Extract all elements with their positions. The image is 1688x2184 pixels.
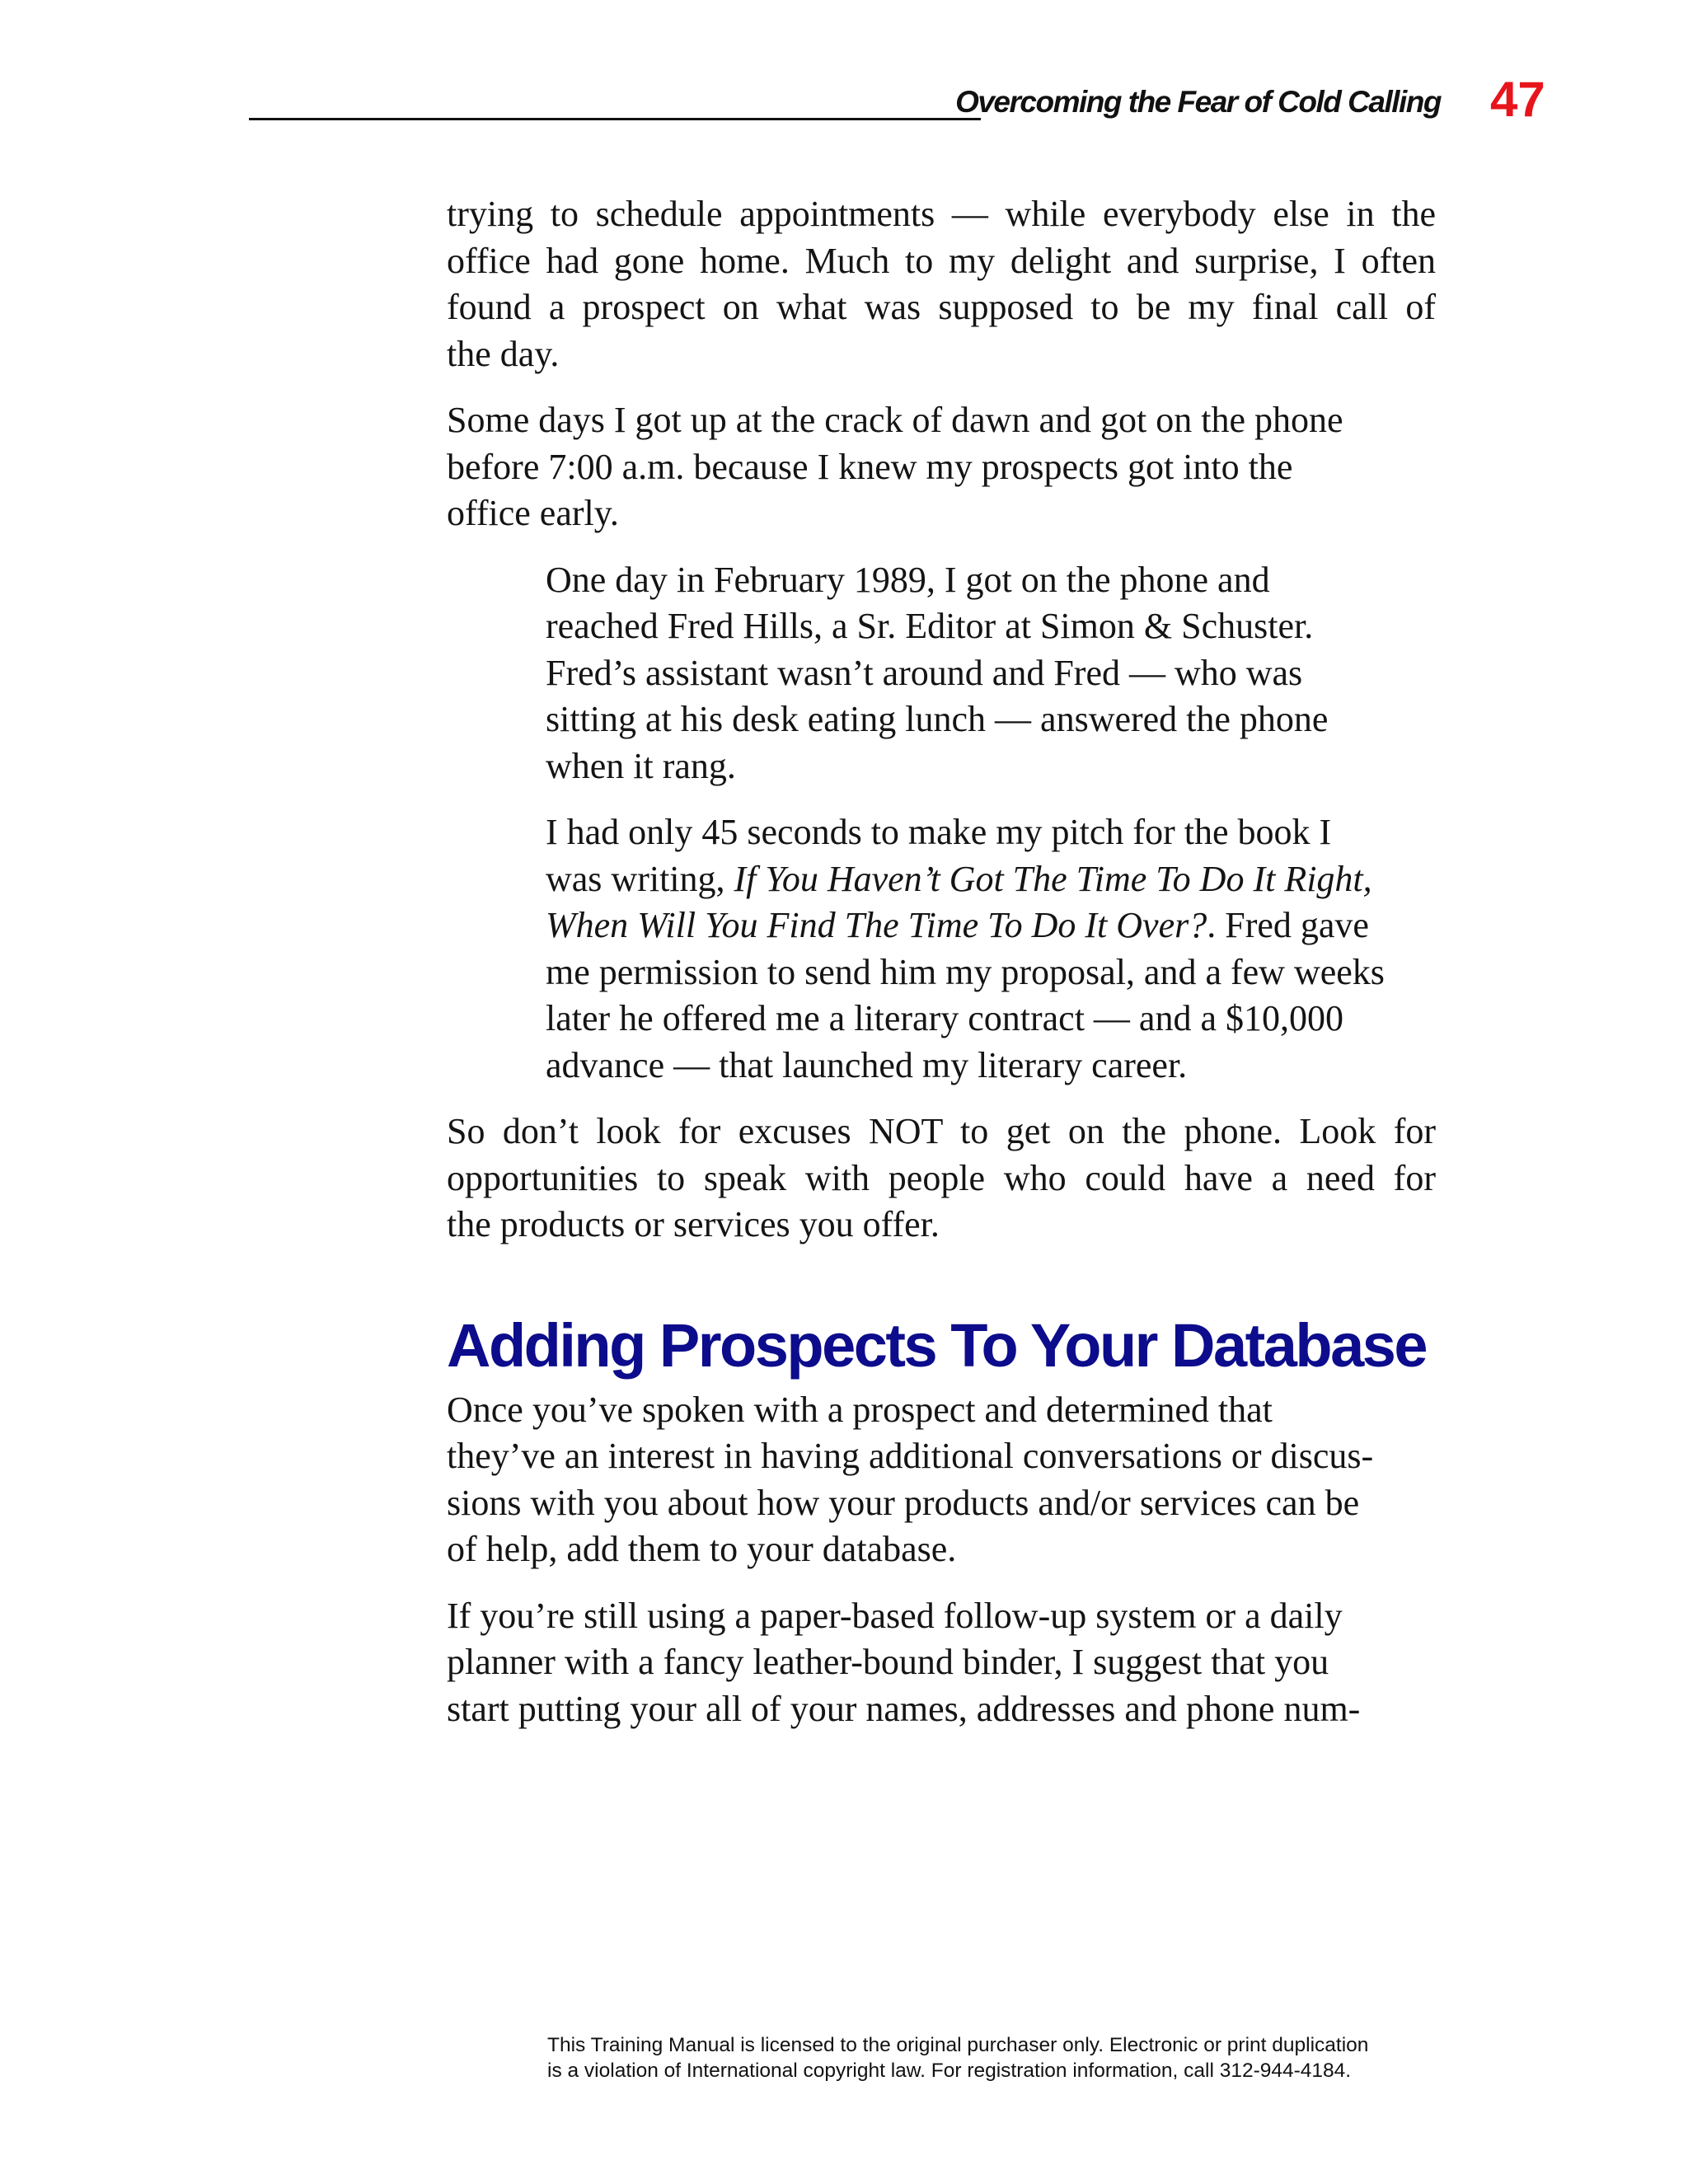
paragraph-5 (447, 1593, 1436, 1733)
text-line: of help, add them to your database. (447, 1529, 957, 1569)
copyright-line: This Training Manual is licensed to the original purchaser only. Electronic or print duplication (547, 2034, 1369, 2056)
section-heading: Adding Prospects To Your Database (447, 1310, 1427, 1380)
text-line: they’ve an interest in having additional conversations or discus- (447, 1436, 1374, 1476)
text-line: the day. (447, 333, 560, 374)
book-title-italic: If You Haven’t Got The Time To Do It Right, (734, 858, 1372, 899)
text-line: reached Fred Hills, a Sr. Editor at Simon & Schuster. (546, 606, 1314, 646)
text-line: Fred’s assistant wasn’t around and Fred — who was (546, 652, 1303, 693)
body-text (447, 191, 1436, 1752)
text-line: Once you’ve spoken with a prospect and determined that (447, 1389, 1273, 1430)
text-line: the products or services you offer. (447, 1204, 940, 1244)
copyright-notice (547, 2032, 1442, 2083)
text-line: before 7:00 a.m. because I knew my prospects got into the (447, 446, 1293, 487)
book-title-italic: When Will You Find The Time To Do It Over? (546, 905, 1207, 945)
text-line: If you’re still using a paper-based follow-up system or a daily (447, 1595, 1343, 1636)
text-line: when it rang. (546, 745, 736, 786)
header-rule (249, 118, 981, 120)
text-line: sions with you about how your products and/or services can be (447, 1482, 1360, 1523)
text-line: advance — that launched my literary career. (546, 1044, 1188, 1085)
text-run: . Fred gave (1207, 905, 1369, 945)
text-line: start putting your all of your names, addresses and phone num- (447, 1688, 1361, 1729)
text-line: later he offered me a literary contract — and a $10,000 (546, 998, 1343, 1038)
text-line: Some days I got up at the crack of dawn and got on the phone (447, 400, 1343, 440)
text-line: opportunities to speak with people who could have a need for (447, 1157, 1436, 1198)
text-line: office early. (447, 493, 619, 533)
text-line: planner with a fancy leather-bound binder, I suggest that you (447, 1642, 1329, 1682)
running-header-title: Overcoming the Fear of Cold Calling (955, 85, 1441, 119)
text-line (546, 902, 1436, 949)
paragraph-1 (447, 191, 1436, 377)
paragraph-3 (447, 1108, 1436, 1249)
text-line: One day in February 1989, I got on the phone and (546, 559, 1270, 600)
paragraph-4 (447, 1387, 1436, 1573)
copyright-line: is a violation of International copyright law. For registration information, call 312-944-4184. (547, 2060, 1352, 2082)
text-line: found a prospect on what was supposed to be my final call of (447, 287, 1436, 327)
text-line: me permission to send him my proposal, and a few weeks (546, 951, 1385, 992)
text-run: was writing, (546, 858, 734, 899)
text-line: So don’t look for excuses NOT to get on the phone. Look for (447, 1111, 1436, 1151)
block-quote-2 (546, 809, 1436, 1089)
paragraph-2 (447, 397, 1436, 537)
page-number: 47 (1490, 72, 1545, 127)
text-line: trying to schedule appointments — while everybody else in the (447, 194, 1436, 234)
text-line: office had gone home. Much to my delight and surprise, I often (447, 240, 1436, 281)
text-line: sitting at his desk eating lunch — answered the phone (546, 699, 1329, 739)
text-line (546, 856, 1436, 903)
text-line: I had only 45 seconds to make my pitch for the book I (546, 812, 1332, 852)
block-quote-1 (546, 557, 1436, 790)
